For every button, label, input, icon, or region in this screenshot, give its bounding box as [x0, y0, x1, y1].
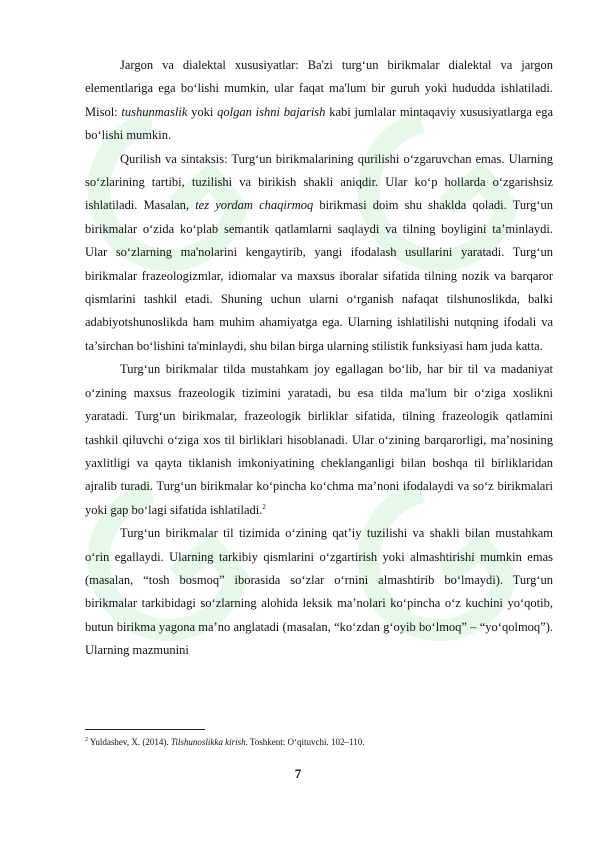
text-run: Qurilish va sintaksis: Turg‘un birikmalarining qurilishi o‘zgaruvchan emas. Ularning so‘zlarining tartibi, tuzilishi va birikish shakli aniqdir. Ular ko‘p hollarda o‘zgarishsiz ishlatiladi. Masalan,	[85, 151, 553, 213]
footnote-marker: 2	[85, 737, 88, 743]
paragraph	[85, 522, 553, 662]
text-run: . Toshkent: O‘qituvchi. 102–110.	[245, 737, 365, 747]
italic-term: qolgan ishni bajarish	[217, 104, 326, 119]
italic-term: tushunmaslik	[121, 104, 188, 119]
text-run: Jargon va dialektal xususiyatlar: Ba'zi turg‘un birikmalar dialektal va jargon elementlariga ega bo‘lishi mumkin, ular faqat ma'lum bir guruh yoki hududda ishlatiladi. Misol:	[85, 58, 553, 119]
text-run: Yuldashev, X. (2014).	[88, 737, 171, 747]
page-number: 7	[294, 766, 302, 781]
text-run: yoki	[187, 104, 218, 119]
text-run: kabi jumlalar mintaqaviy xususiyatlarga ega bo‘lishi mumkin.	[85, 104, 553, 143]
paragraph	[85, 358, 553, 522]
footnote	[85, 736, 555, 748]
text-run: Turg‘un birikmalar tilda mustahkam joy egallagan bo‘lib, har bir til va madaniyat o‘zining maxsus frazeologik tizimini yaratadi, bu esa tilda ma'lum bir o‘ziga xoslikni yaratadi. Turg‘un birikmalar, frazeologik birliklar sifatida, tilning frazeologik qatlamini tashkil qiluvchi o‘ziga xos til birliklari hisoblanadi. Ular o‘zining barqarorligi, ma’nosining yaxlitligi va qayta tiklanish imkoniyatining cheklanganligi bilan boshqa til birliklaridan ajralib turadi. Turg‘un birikmalar ko‘pincha ko‘chma ma’noni ifodalaydi va so‘z birikmalari yoki gap bo‘lagi sifatida ishlatiladi.	[85, 362, 553, 517]
body-text	[85, 54, 553, 663]
footnote-separator	[85, 729, 205, 730]
text-run: Turg‘un birikmalar til tizimida o‘zining qat’iy tuzilishi va shakli bilan mustahkam o‘rin egallaydi. Ularning tarkibiy qismlarini o‘zgartirish yoki almashtirishi mumkin emas (masalan, “tosh bosmoq” iborasida so‘zlar o‘rnini almashtirib bo‘lmaydi). Turg‘un birikmalar tarkibidagi so‘zlarning alohida leksik ma’nolari ko‘pincha o‘z kuchini yo‘qotib, butun birikma yagona ma’no anglatadi (masalan, “ko‘zdan g‘oyib bo‘lmoq” – “yo‘qolmoq”). Ularning mazmunini	[85, 526, 553, 658]
text-run: birikmasi doim shu shaklda qoladi. Turg‘un birikmalar o‘zida ko‘plab semantik qatlamlarni saqlaydi va tilning boyligini ta’minlaydi. Ular so‘zlarning ma'nolarini kengaytirib, yangi ifodalash usullarini yaratadi. Turg‘un birikmalar frazeologizmlar, idiomalar va maxsus iboralar sifatida tilning nozik va barqaror qismlarini tashkil etadi. Shuning uchun ularni o‘rganish nafaqat tilshunoslikda, balki adabiyotshunoslikda ham muhim ahamiyatga ega. Ularning ishlatilishi nutqning ifodali va ta’sirchan bo‘lishini ta'minlaydi, shu bilan birga ularning stilistik funksiyasi ham juda katta.	[85, 198, 553, 353]
italic-term: tez yordam chaqirmoq	[195, 198, 314, 213]
footnote-reference: 2	[262, 502, 266, 511]
paragraph	[85, 54, 553, 148]
footnote-text	[88, 737, 364, 747]
paragraph	[85, 148, 553, 359]
italic-term: Tilshunoslikka kirish	[170, 737, 246, 747]
